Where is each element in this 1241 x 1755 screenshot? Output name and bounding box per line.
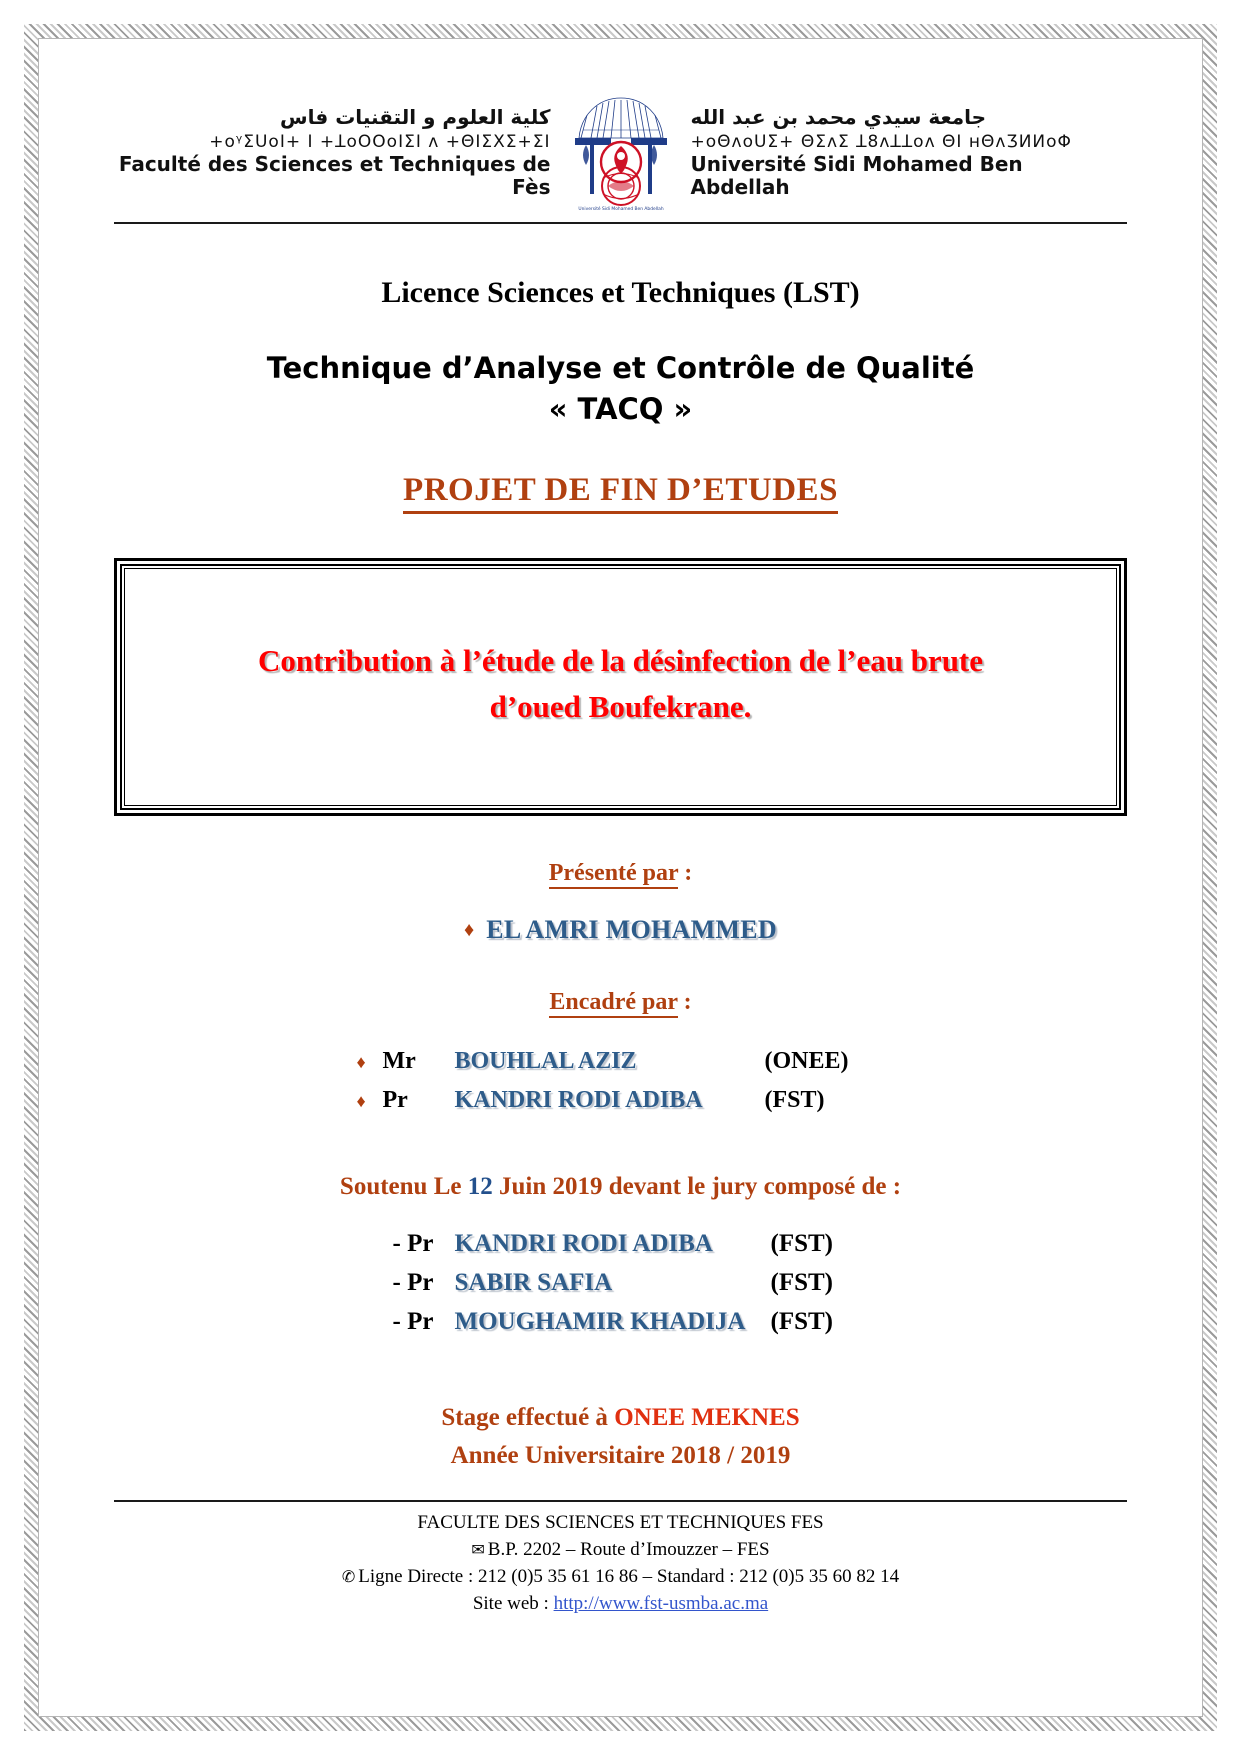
jury-title-text: Pr [407, 1230, 434, 1258]
supervisor-name: KANDRI RODI ADIBA [454, 1086, 703, 1113]
university-name-french: Université Sidi Mohamed Ben Abdellah [690, 151, 1023, 200]
jury-title [393, 1225, 455, 1264]
thesis-title-line-2: d’oued Boufekrane. [489, 689, 752, 725]
supervisor-affiliation: (FST) [764, 1086, 825, 1113]
page-content [56, 56, 1185, 1699]
thesis-title-box-border-2 [120, 564, 1121, 810]
jury-name: KANDRI RODI ADIBA [454, 1230, 713, 1258]
presented-by-label-text: Présenté par [549, 860, 679, 889]
faculty-name-tifinagh: +oᵞƩUoI+ I +ꓕoOOoIƩI ʌ +ΘIƩXƩ+ƩI [209, 131, 551, 152]
defense-prefix: Soutenu Le [339, 1173, 468, 1201]
presented-by-label [114, 860, 1127, 887]
program-line-2: « TACQ » [548, 392, 693, 427]
diamond-bullet-icon: ♦ [356, 1090, 366, 1111]
faculty-name-french: Faculté des Sciences et Techniques de Fès [118, 151, 551, 200]
page-footer [114, 1500, 1127, 1618]
academic-year-line: Année Universitaire 2018 / 2019 [450, 1441, 791, 1469]
document-type-wrapper [114, 472, 1127, 514]
jury-affiliation: (FST) [770, 1230, 833, 1258]
supervisor-row [114, 1042, 1127, 1080]
faculty-name-arabic: كلية العلوم و التقنيات فاس [280, 105, 551, 130]
jury-row [114, 1264, 1127, 1303]
thesis-title-line-1: Contribution à l’étude de la désinfection de l’eau brute [257, 643, 984, 679]
letterhead-university [683, 106, 1128, 200]
supervised-by-label [114, 989, 1127, 1016]
thesis-title-box-border-3 [124, 568, 1117, 806]
document-type-heading: PROJET DE FIN D’ETUDES [403, 472, 838, 514]
supervised-by-label-text: Encadré par [549, 989, 677, 1018]
footer-site-link[interactable]: http://www.fst-usmba.ac.ma [553, 1593, 769, 1615]
defense-date-line [114, 1173, 1127, 1201]
thesis-title [258, 638, 983, 730]
university-name-arabic: جامعة سيدي محمد بن عبد الله [690, 105, 987, 130]
jury-dash: - [392, 1268, 401, 1296]
supervisor-row [114, 1081, 1127, 1119]
supervisor-list [114, 1042, 1127, 1119]
jury-affiliation: (FST) [770, 1307, 833, 1335]
jury-title [393, 1264, 455, 1303]
diamond-bullet-icon: ♦ [356, 1052, 366, 1073]
internship-block [114, 1399, 1127, 1474]
jury-row [114, 1225, 1127, 1264]
defense-suffix: Juin 2019 devant le jury composé de : [492, 1173, 902, 1201]
jury-name: SABIR SAFIA [454, 1268, 613, 1296]
footer-phone-row [114, 1564, 1127, 1591]
supervised-by-colon: : [677, 989, 692, 1016]
supervisor-title: Mr [382, 1048, 416, 1075]
usmba-seal-logo [569, 90, 673, 216]
internship-organization: ONEE MEKNES [614, 1404, 800, 1432]
supervisor-title: Pr [382, 1086, 408, 1113]
diamond-bullet-icon: ♦ [463, 919, 475, 942]
internship-line [114, 1399, 1127, 1437]
telephone-icon: ✆ [341, 1569, 356, 1587]
footer-site-label: Site web : [472, 1593, 554, 1615]
letterhead-divider [114, 222, 1127, 224]
letterhead [114, 90, 1127, 216]
footer-institution: FACULTE DES SCIENCES ET TECHNIQUES FES [417, 1512, 824, 1534]
jury-list [114, 1225, 1127, 1341]
jury-title-text: Pr [407, 1307, 434, 1335]
program-name [114, 348, 1127, 430]
defense-day: 12 [467, 1173, 493, 1201]
university-name-tifinagh: +oΘʌoUƩ+ ΘƩʌƩ ꓕ8ʌꓕꓕoʌ ΘI ʜΘʌƷИИoΦ [690, 131, 1072, 152]
footer-address: B.P. 2202 – Route d’Imouzzer – FES [487, 1539, 770, 1561]
jury-title [393, 1303, 455, 1342]
jury-dash: - [392, 1230, 401, 1258]
jury-title-text: Pr [407, 1268, 434, 1296]
svg-text:Université Sidi Mohamed Ben Ab: Université Sidi Mohamed Ben Abdellah [577, 207, 664, 212]
presented-by-colon: : [678, 860, 693, 887]
program-line-1: Technique d’Analyse et Contrôle de Qualité [266, 351, 975, 385]
jury-affiliation: (FST) [770, 1268, 833, 1296]
student-row [114, 915, 1127, 945]
student-name: EL AMRI MOHAMMED [486, 915, 777, 945]
thesis-title-box [114, 558, 1127, 816]
supervisor-name: BOUHLAL AZIZ [454, 1048, 637, 1075]
footer-website-row [114, 1591, 1127, 1618]
envelope-icon: ✉ [471, 1542, 485, 1560]
footer-phones: Ligne Directe : 212 (0)5 35 61 16 86 – Standard : 212 (0)5 35 60 82 14 [358, 1566, 900, 1588]
diploma-line: Licence Sciences et Techniques (LST) [381, 276, 860, 309]
jury-row [114, 1303, 1127, 1342]
letterhead-faculty [114, 106, 559, 200]
jury-name: MOUGHAMIR KHADIJA [454, 1307, 746, 1335]
internship-prefix: Stage effectué à [441, 1404, 615, 1432]
jury-dash: - [392, 1307, 401, 1335]
footer-address-row [114, 1537, 1127, 1564]
supervisor-affiliation: (ONEE) [764, 1048, 849, 1075]
